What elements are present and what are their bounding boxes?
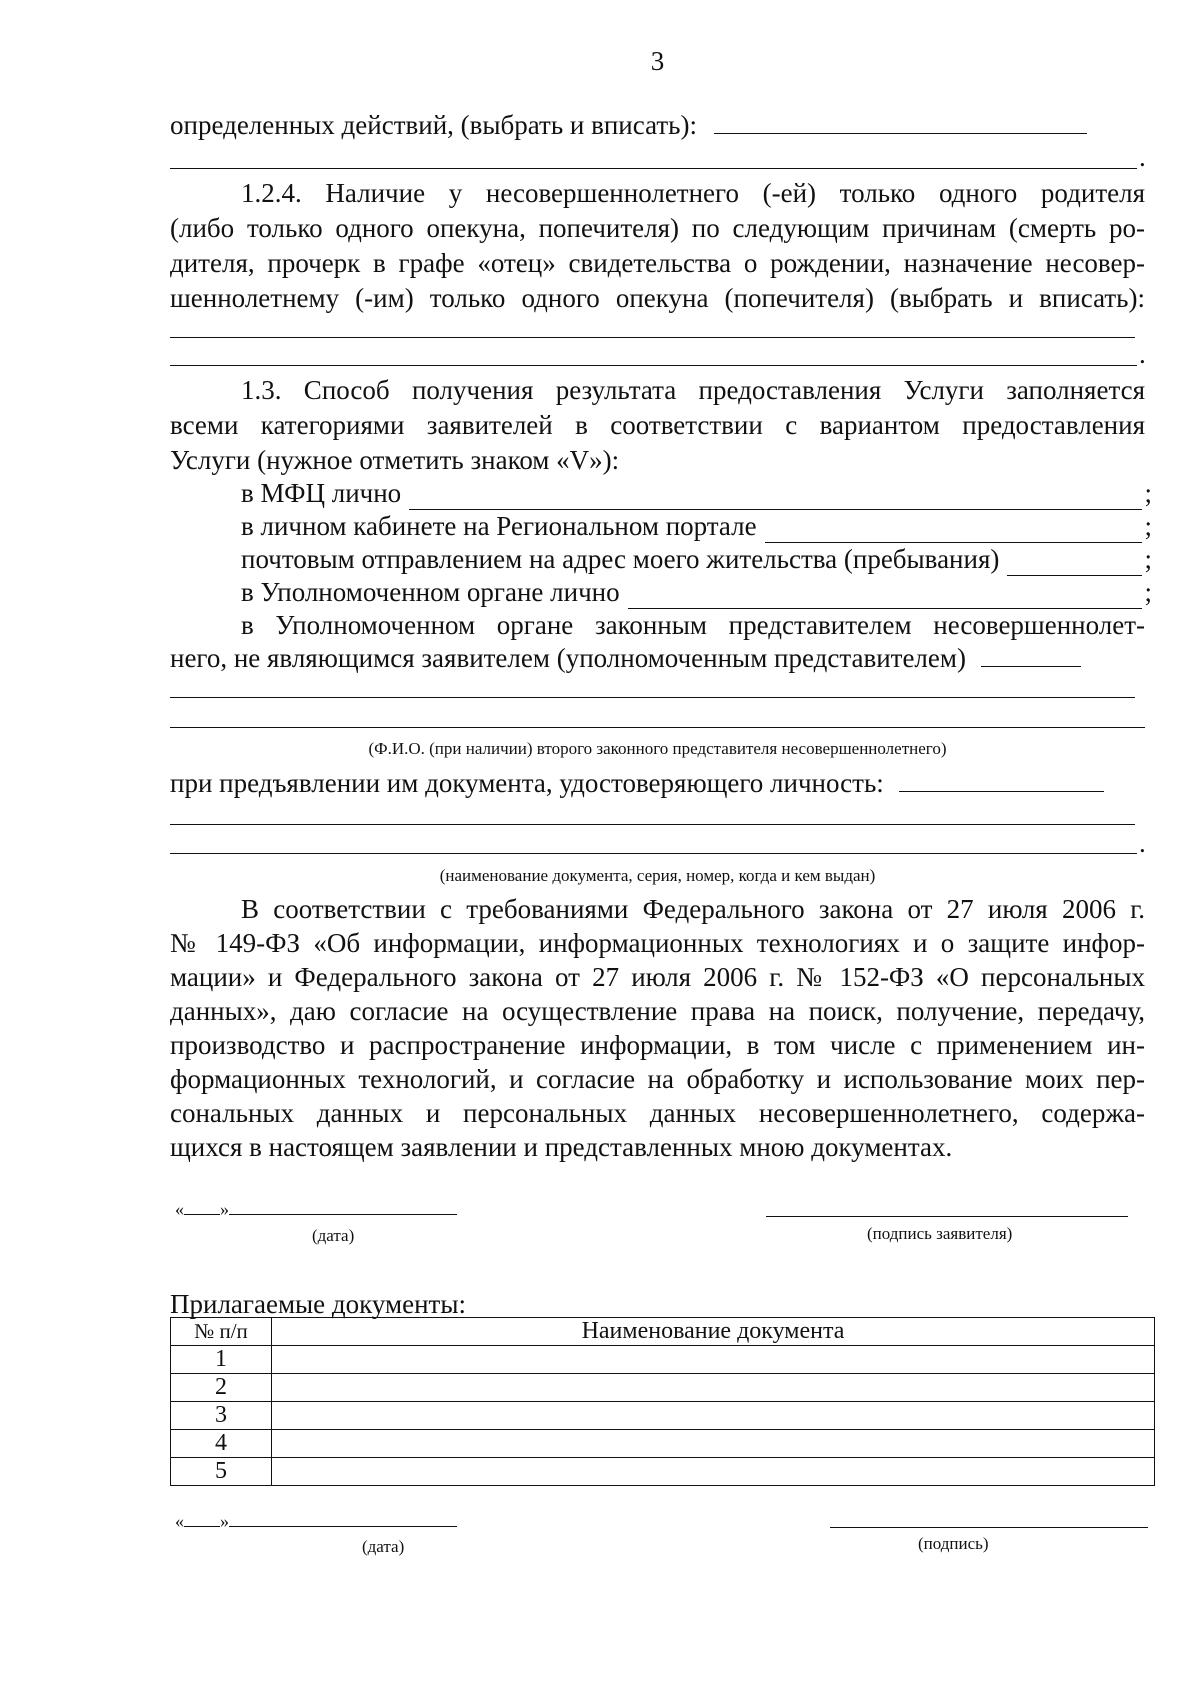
table-row [171, 1430, 1155, 1458]
signature-field-1[interactable] [766, 1216, 1128, 1217]
p13-line: Услуги (нужное отметить знаком «V»): [170, 445, 620, 475]
row-name-cell[interactable] [272, 1346, 1155, 1374]
option-row: в личном кабинете на Региональном портале ; [241, 511, 1152, 541]
row-number: 1 [171, 1346, 272, 1374]
option-portal-field[interactable] [765, 516, 1143, 543]
consent-line: производство и распространение информации, в том числе с применением ин- [170, 1030, 1145, 1060]
option-row: в Уполномоченном органе лично ; [241, 577, 1152, 607]
row-name-cell[interactable] [272, 1402, 1155, 1430]
table-row [171, 1458, 1155, 1486]
table-row [171, 1374, 1155, 1402]
option-mfc-field[interactable] [409, 483, 1142, 510]
option-label: почтовым отправлением на адрес моего жительства (пребывания) [241, 544, 1000, 574]
table-header-row [171, 1318, 1155, 1346]
row-number: 2 [171, 1374, 272, 1402]
consent-line: формационных технологий, и согласие на обработку и использование моих пер- [170, 1064, 1145, 1094]
p124-line: (либо только одного опекуна, попечителя) по следующим причинам (смерть ро- [170, 213, 1145, 243]
p124-line: дителя, прочерк в графе «отец» свидетельства о рождении, назначение несовер- [170, 248, 1145, 278]
p124-line: 1.2.4. Наличие у несовершеннолетнего (-ей) только одного родителя [241, 178, 1145, 208]
row-name-cell[interactable] [272, 1458, 1155, 1486]
consent-line: щихся в настоящем заявлении и представленных мною документах. [170, 1132, 953, 1162]
attachments-table [170, 1317, 1155, 1486]
option-authority-field[interactable] [628, 582, 1143, 609]
id-doc-field-2[interactable] [170, 824, 1135, 825]
option-row: в МФЦ лично ; [241, 478, 1152, 508]
row-name-cell[interactable] [272, 1374, 1155, 1402]
actions-field[interactable] [714, 109, 1087, 134]
actions-line [170, 108, 1145, 142]
doc-caption: (наименование документа, серия, номер, когда и кем выдан) [439, 866, 876, 885]
signature-caption-2: (подпись) [918, 1534, 989, 1553]
p13-line: 1.3. Способ получения результата предоставления Услуги заполняется [241, 375, 1145, 405]
date-caption-2: (дата) [362, 1537, 405, 1556]
page-number: 3 [650, 46, 665, 76]
row-number: 5 [171, 1458, 272, 1486]
option-label: в МФЦ лично [241, 478, 402, 508]
rep-line: в Уполномоченном органе законным представителем несовершеннолет- [241, 610, 1145, 640]
table-row [171, 1346, 1155, 1374]
row-number: 4 [171, 1430, 272, 1458]
signature-caption-1: (подпись заявителя) [867, 1224, 1013, 1243]
option-row: почтовым отправлением на адрес моего жительства (пребывания) ; [241, 544, 1152, 574]
row-name-cell[interactable] [272, 1430, 1155, 1458]
date-caption-1: (дата) [312, 1226, 355, 1245]
rep-line2: него, не являющимся заявителем (уполномоченным представителем) [170, 641, 1145, 675]
consent-line: мации» и Федерального закона от 27 июля 2006 г. № 152-ФЗ «О персональных [170, 962, 1145, 992]
date-field-1[interactable]: « » [175, 1198, 457, 1220]
document-page: 3 определенных действий, (выбрать и вписать): . 1.2.4. Наличие у несовершеннолетнего (-ей) только одного родителя (либо только одного опекуна, попечителя) по следующим причинам (смерть ро- дителя, прочерк в графе «отец» свидетельства о рождении, назначение несовер- шеннолетнему (-им) только одного опекуна (попечителя) (выбрать и вписать): . 1.3. Способ получения результата предоставления Услуги заполняется всеми категориями заявителей в соответствии с вариантом предоставления Услуги (нужное отметить знаком «V»): в МФЦ лично ; в личном кабинете на Региональном портале ; почтовым отправлением на адрес моего жительства (пребывания) ; в Уполномоченном органе лично ; в Уполномоченном органе законным представителем несовершеннолет- него, не являющимся заявителем (уполномоченным представителем) (Ф.И.О. (при наличии) второго законного представителя несовершеннолетнего) при предъявлении им документа, удостоверяющего личность: . (наименование документа, серия, номер, когда и кем выдан) В соответствии с требованиями Федерального закона от 27 июля 2006 г. № 149-ФЗ «Об информации, информационных технологиях и о защите инфор- мации» и Федерального закона от 27 июля 2006 г. № 152-ФЗ «О персональных данных», даю согласие на осуществление права на поиск, получение, передачу, производство и распространение информации, в том числе с применением ин- формационных технологий, и согласие на обработку и использование моих пер- сональных данных и персональных данных несовершеннолетнего, содержа- щихся в настоящем заявлении и представленных мною документах. « » (дата) (подпись заявителя) Прилагаемые документы: № п/п Наименование документа 1 2 3 4 5 « » (дата) (подпись) [0, 0, 1200, 1697]
header-name: Наименование документа [272, 1318, 1155, 1346]
reasons-field-2[interactable] [170, 365, 1137, 366]
option-label: в Уполномоченном органе лично [241, 577, 620, 607]
id-doc-field[interactable] [899, 767, 1104, 792]
consent-line: В соответствии с требованиями Федерального закона от 27 июля 2006 г. [241, 894, 1145, 924]
header-number: № п/п [171, 1318, 272, 1346]
actions-field-2[interactable] [170, 168, 1137, 169]
consent-line: данных», даю согласие на осуществление права на поиск, получение, передачу, [170, 996, 1145, 1026]
signature-field-2[interactable] [830, 1527, 1148, 1528]
reasons-field-1[interactable] [170, 337, 1135, 338]
row-number: 3 [171, 1402, 272, 1430]
consent-line: № 149-ФЗ «Об информации, информационных технологиях и о защите инфор- [170, 928, 1145, 958]
id-doc-line: при предъявлении им документа, удостоверяющего личность: [170, 766, 1145, 800]
option-post-field[interactable] [1007, 549, 1142, 576]
rep-fio-field-1[interactable] [170, 697, 1135, 698]
date-field-2[interactable]: « » [175, 1510, 457, 1532]
p124-line: шеннолетнему (-им) только одного опекуна (попечителя) (выбрать и вписать): [170, 283, 1145, 313]
option-label: в личном кабинете на Региональном портале [241, 511, 757, 541]
fio-caption: (Ф.И.О. (при наличии) второго законного представителя несовершеннолетнего) [368, 739, 947, 758]
p13-line: всеми категориями заявителей в соответствии с вариантом предоставления [170, 410, 1145, 440]
actions-label: определенных действий, (выбрать и вписать): [170, 110, 697, 140]
table-row [171, 1402, 1155, 1430]
id-doc-field-3[interactable] [170, 853, 1137, 854]
rep-fio-field-2[interactable] [170, 727, 1145, 728]
consent-line: сональных данных и персональных данных несовершеннолетнего, содержа- [170, 1098, 1145, 1128]
attachments-title: Прилагаемые документы: [170, 1289, 466, 1319]
rep-field[interactable] [981, 642, 1081, 667]
